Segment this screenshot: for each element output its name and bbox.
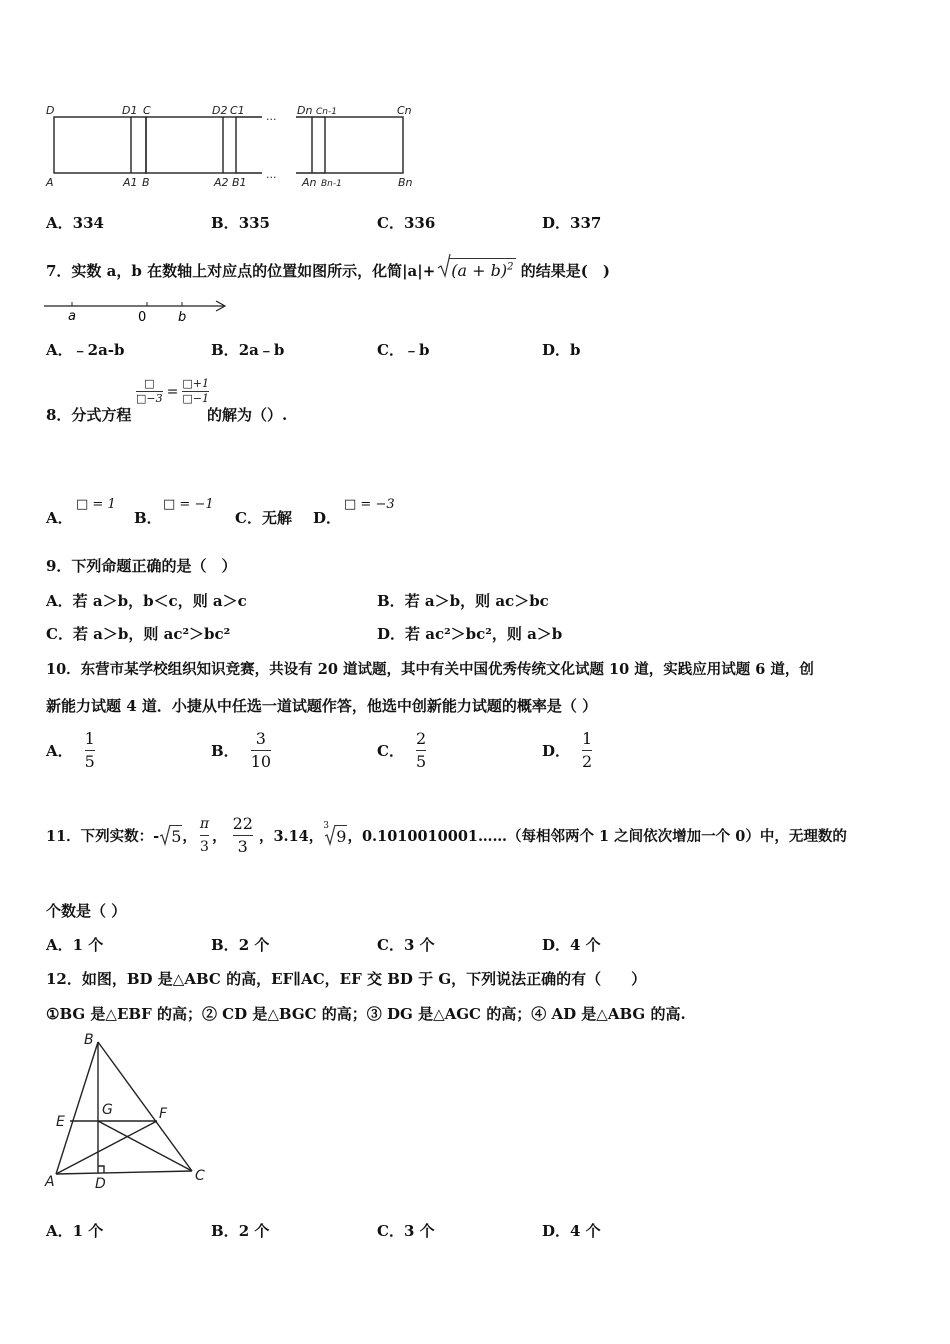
label-A: A [46, 176, 54, 189]
q10-line2: 新能力试题 4 道．小捷从中任选一道试题作答，他选中创新能力试题的概率是（ ） [46, 697, 598, 715]
q11-line2: 个数是（ ） [46, 902, 127, 920]
label-C1: C1 [230, 104, 245, 117]
rectangles-figure [40, 96, 420, 196]
axis-label-0: 0 [138, 310, 147, 325]
label-Cn: Cn [397, 104, 412, 117]
label-Cn-1: Cn-1 [316, 107, 337, 117]
q7-option-a: A．﹣2a-b [46, 341, 125, 359]
dots-top: ... [266, 110, 277, 123]
label-Bn: Bn [398, 176, 413, 189]
q7-option-b: B．2a﹣b [211, 341, 285, 359]
q8-option-a-value: □ = 1 [76, 497, 116, 512]
q7-stem: 7．实数 a，b 在数轴上对应点的位置如图所示，化简|a|+ $(a + b)^2$ 的结果是( ) [46, 258, 610, 281]
q11-option-d: D．4 个 [542, 936, 601, 954]
label-B: B [142, 176, 150, 189]
q11-option-a: A．1 个 [46, 936, 104, 954]
dots-bottom: ... [266, 168, 277, 181]
q6-option-a: A．334 [46, 214, 104, 232]
q9-stem: 9．下列命题正确的是（ ） [46, 557, 237, 575]
q8-option-b: B． [134, 509, 162, 527]
q9-option-c: C．若 a＞b，则 ac²＞bc² [46, 625, 231, 643]
sqrt-5: 5 [159, 825, 182, 846]
label-Bn-1: Bn-1 [321, 179, 342, 189]
q7-option-c: C．﹣b [377, 341, 430, 359]
label-B1: B1 [232, 176, 247, 189]
point-D: D [95, 1176, 106, 1192]
q8-option-a: A． [46, 509, 73, 527]
number-line [44, 296, 234, 326]
axis-label-a: a [68, 309, 76, 324]
q8-option-d-value: □ = −3 [344, 497, 395, 512]
triangle-figure [40, 1030, 220, 1195]
q9-option-a: A．若 a＞b，b＜c，则 a＞c [46, 592, 247, 610]
q6-option-b: B．335 [211, 214, 270, 232]
label-D2: D2 [212, 104, 228, 117]
axis-label-b: b [178, 310, 187, 325]
cbrt-9: 3 9 [323, 821, 347, 846]
q12-statements: ①BG 是△EBF 的高；② CD 是△BGC 的高；③ DG 是△AGC 的高；④ AD 是△ABG 的高. [46, 1005, 686, 1023]
q9-option-b: B．若 a＞b，则 ac＞bc [377, 592, 549, 610]
q9-option-d: D．若 ac²＞bc²，则 a＞b [377, 625, 563, 643]
q8-prefix: 8．分式方程 [46, 406, 132, 424]
q10-option-d: D． $\frac{1}{2}$ [542, 729, 593, 771]
point-F: F [159, 1106, 168, 1122]
point-E: E [56, 1114, 65, 1130]
q12-stem: 12．如图，BD 是△ABC 的高，EF∥AC，EF 交 BD 于 G，下列说法正确的有（ ） [46, 970, 647, 988]
q6-option-d: D．337 [542, 214, 602, 232]
q10-option-b: B． $\frac{3}{10}$ [211, 729, 272, 771]
sqrt-expression: $(a + b)^2$ [437, 258, 515, 280]
q8-option-b-value: □ = −1 [163, 497, 214, 512]
point-G: G [102, 1102, 113, 1118]
q8-suffix: 的解为（）. [207, 406, 288, 424]
q12-option-d: D．4 个 [542, 1222, 601, 1240]
label-C: C [143, 104, 151, 117]
vertex-C: C [195, 1168, 205, 1184]
q8-option-d: D． [313, 509, 342, 527]
q12-option-a: A．1 个 [46, 1222, 104, 1240]
label-Dn: Dn [297, 104, 313, 117]
label-An: An [302, 176, 317, 189]
q6-option-c: C．336 [377, 214, 436, 232]
q11-stem: 11．下列实数：- 5 ， $\frac{\pi}{3}$ ， $\frac{22}{3}$ ，3.14， 3 9 ，0.1010010001……（每相邻两个 1 之间依次增加一个 0）中，无理数的 [46, 814, 847, 856]
q10-option-c: C． $\frac{2}{5}$ [377, 729, 427, 771]
q8-option-c: C．无解 [235, 509, 292, 527]
q7-option-d: D．b [542, 341, 581, 359]
vertex-A: A [45, 1174, 55, 1190]
label-A2: A2 [214, 176, 229, 189]
label-D1: D1 [122, 104, 138, 117]
q11-option-c: C．3 个 [377, 936, 435, 954]
q8-equation: $\frac{□}{□-3}$ = $\frac{□+1}{□-1}$ [136, 377, 209, 405]
q10-line1: 10．东营市某学校组织知识竞赛，共设有 20 道试题，其中有关中国优秀传统文化试题 10 道，实践应用试题 6 道，创 [46, 661, 814, 678]
vertex-B: B [84, 1032, 94, 1048]
q11-option-b: B．2 个 [211, 936, 270, 954]
label-A1: A1 [123, 176, 138, 189]
q10-option-a: A． $\frac{1}{5}$ [46, 729, 95, 771]
q12-option-c: C．3 个 [377, 1222, 435, 1240]
label-D: D [46, 104, 55, 117]
q12-option-b: B．2 个 [211, 1222, 270, 1240]
